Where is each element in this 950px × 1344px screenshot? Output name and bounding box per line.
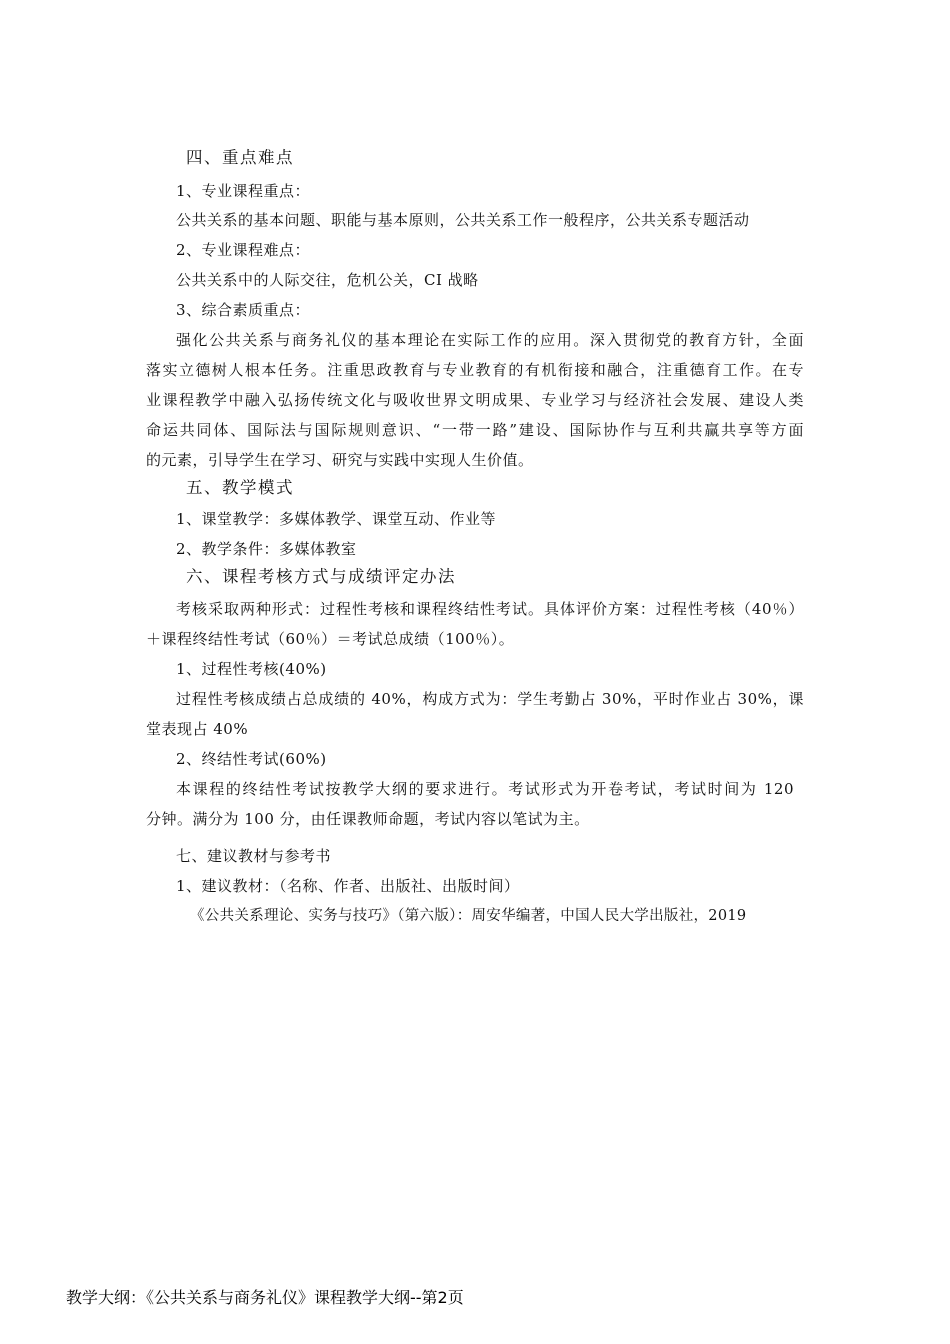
key-points-label: 1、专业课程重点： — [176, 182, 311, 200]
difficult-points-label: 2、专业课程难点： — [176, 241, 311, 259]
paragraph-line: 落实立德树人根本任务。注重思政教育与专业教育的有机衔接和融合，注重德育工作。在专 — [146, 361, 804, 379]
paragraph-line: 命运共同体、国际法与国际规则意识、“一带一路”建设、国际协作与互利共赢共享等方面 — [146, 421, 804, 439]
section-7-heading: 七、建议教材与参考书 — [176, 847, 332, 865]
assessment-intro-line: ＋课程终结性考试（60％）＝考试总成绩（100％）。 — [146, 630, 515, 648]
process-assessment-line: 堂表现占 40% — [146, 720, 249, 738]
teaching-condition-item: 2、教学条件：多媒体教室 — [176, 540, 357, 558]
process-assessment-line: 过程性考核成绩占总成绩的 40%，构成方式为：学生考勤占 30%，平时作业占 30%，课 — [176, 690, 804, 708]
paragraph-line: 业课程教学中融入弘扬传统文化与吸收世界文明成果、专业学习与经济社会发展、建设人类 — [146, 391, 804, 409]
section-6-heading: 六、课程考核方式与成绩评定办法 — [186, 567, 456, 586]
key-points-text: 公共关系的基本问题、职能与基本原则，公共关系工作一般程序，公共关系专题活动 — [176, 211, 750, 229]
paragraph-line: 的元素，引导学生在学习、研究与实践中实现人生价值。 — [146, 451, 534, 469]
final-exam-label: 2、终结性考试(60%) — [176, 750, 327, 768]
section-4-heading: 四、重点难点 — [186, 148, 294, 167]
quality-points-label: 3、综合素质重点： — [176, 301, 311, 319]
assessment-intro-line: 考核采取两种形式：过程性考核和课程终结性考试。具体评价方案：过程性考核（40％） — [176, 600, 804, 618]
final-exam-line: 本课程的终结性考试按教学大纲的要求进行。考试形式为开卷考试，考试时间为 120 — [176, 780, 794, 798]
recommended-textbook-label: 1、建议教材：（名称、作者、出版社、出版时间） — [176, 877, 520, 895]
process-assessment-label: 1、过程性考核(40%) — [176, 660, 327, 678]
final-exam-line: 分钟。满分为 100 分，由任课教师命题，考试内容以笔试为主。 — [146, 810, 590, 828]
page-footer: 教学大纲：《公共关系与商务礼仪》课程教学大纲--第2页 — [66, 1288, 464, 1307]
section-5-heading: 五、教学模式 — [186, 478, 294, 497]
teaching-mode-item: 1、课堂教学：多媒体教学、课堂互动、作业等 — [176, 510, 497, 528]
difficult-points-text: 公共关系中的人际交往，危机公关，CI 战略 — [176, 271, 479, 289]
recommended-textbook-entry: 《公共关系理论、实务与技巧》（第六版）：周安华编著，中国人民大学出版社，2019 — [190, 908, 747, 924]
paragraph-line: 强化公共关系与商务礼仪的基本理论在实际工作的应用。深入贯彻党的教育方针，全面 — [176, 331, 804, 349]
